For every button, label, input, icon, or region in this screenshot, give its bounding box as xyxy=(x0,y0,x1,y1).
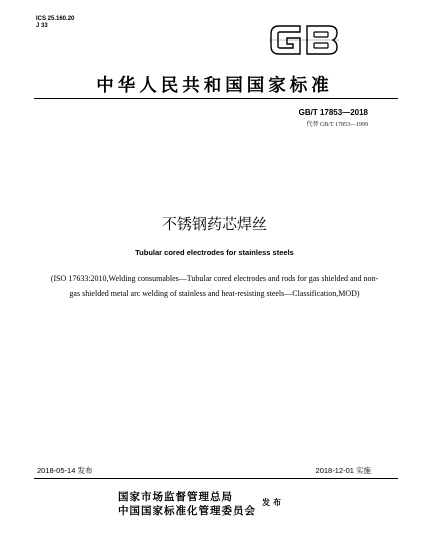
gb-logo xyxy=(267,22,341,58)
replaces-note: 代替 GB/T 17853—1999 xyxy=(306,122,368,128)
publication-date: 2018-05-14 发布 xyxy=(37,466,93,475)
header-divider xyxy=(34,98,398,99)
implementation-date: 2018-12-01 实施 xyxy=(315,466,371,475)
issuer-sac: 中国国家标准化管理委员会 xyxy=(118,505,256,517)
gb-logo-graphic xyxy=(267,22,341,58)
issue-label: 发布 xyxy=(262,498,284,507)
ics-code: ICS 25.160.20 xyxy=(36,16,75,22)
title-english: Tubular cored electrodes for stainless steels xyxy=(135,248,294,257)
ccs-code: J 33 xyxy=(36,23,48,29)
national-standard-heading: 中华人民共和国国家标准 xyxy=(96,76,333,96)
footer-divider xyxy=(34,478,398,479)
issuer-samr: 国家市场监督管理总局 xyxy=(118,491,233,503)
standard-number: GB/T 17853—2018 xyxy=(298,108,368,117)
classification-codes xyxy=(36,16,74,30)
title-chinese: 不锈钢药芯焊丝 xyxy=(161,215,267,233)
adoption-note: (ISO 17633:2010,Welding consumables—Tubular cored electrodes and rods for gas shielded and non-gas shielded metal arc welding of stainless and heat-resisting steels—Classification,MOD) xyxy=(50,274,379,298)
